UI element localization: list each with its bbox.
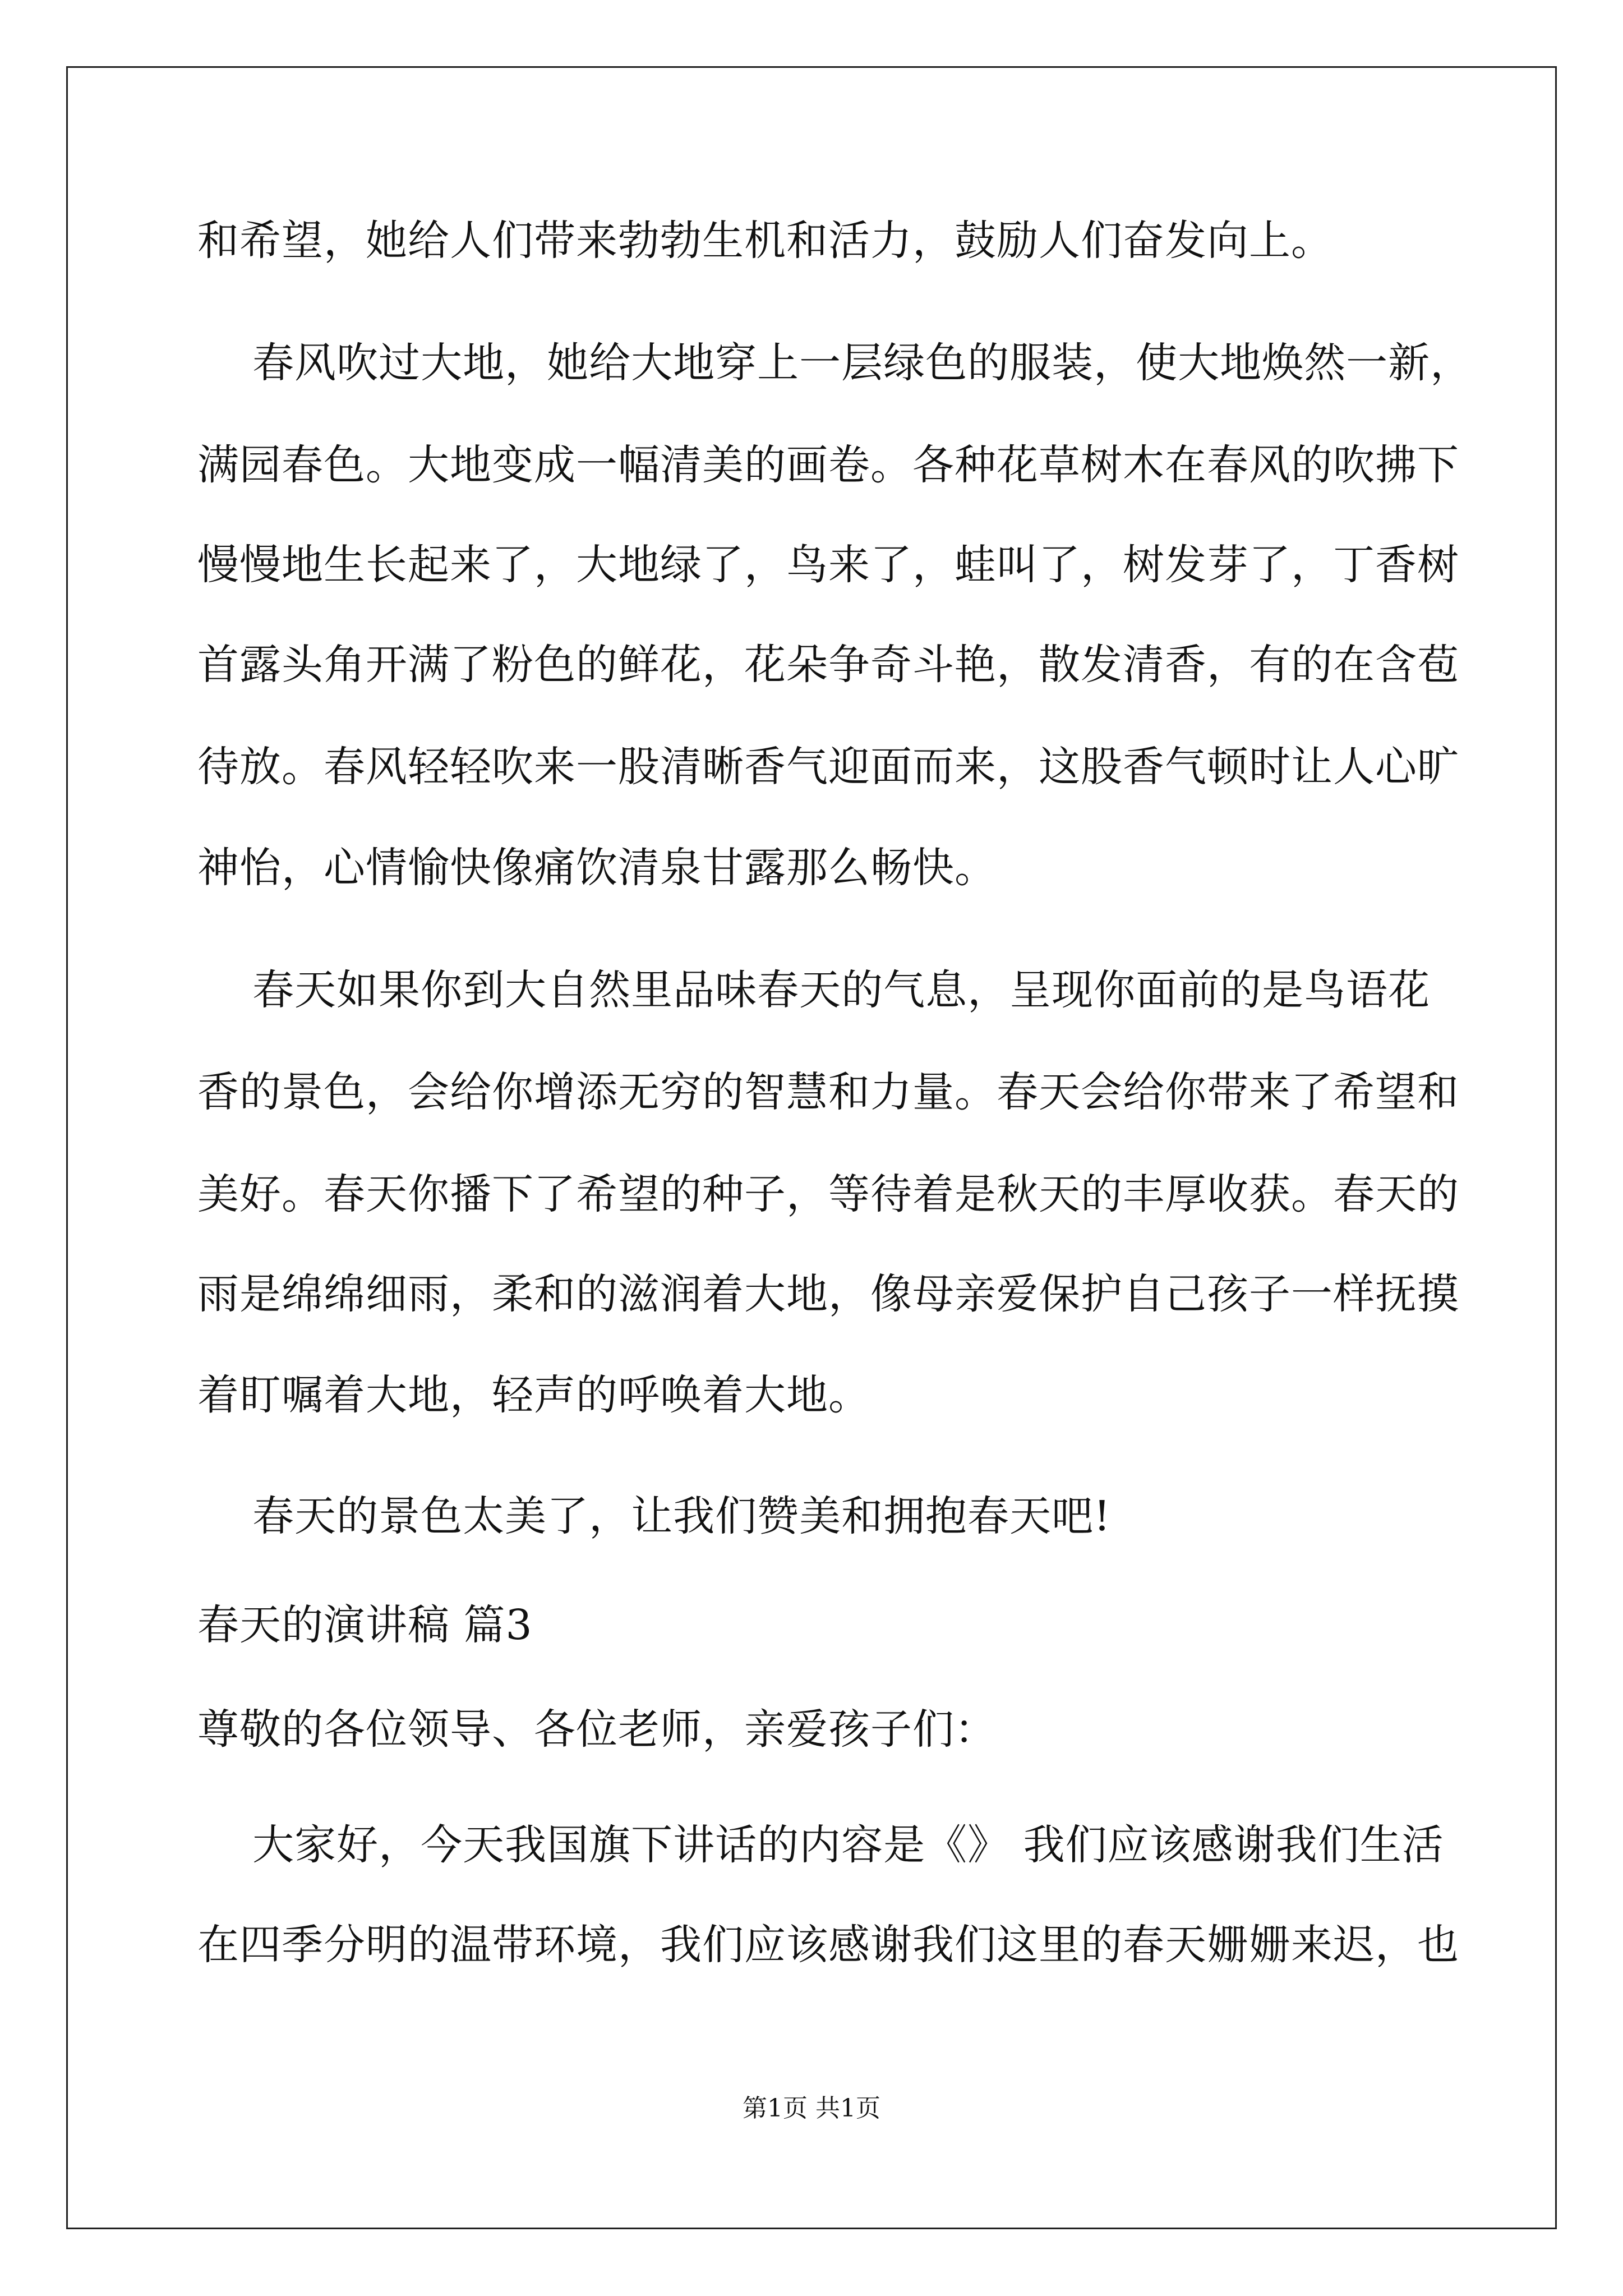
text-line-11: 雨是绵绵细雨，柔和的滋润着大地，像母亲爱保护自己孩子一样抚摸 bbox=[197, 1270, 1459, 1318]
text-line-10: 美好。春天你播下了希望的种子，等待着是秋天的丰厚收获。春天的 bbox=[197, 1170, 1459, 1218]
text-line-13: 春天的景色太美了，让我们赞美和拥抱春天吧! bbox=[197, 1492, 1111, 1540]
text-line-9: 香的景色，会给你增添无穷的智慧和力量。春天会给你带来了希望和 bbox=[197, 1068, 1459, 1116]
text-line-5: 首露头角开满了粉色的鲜花，花朵争奇斗艳，散发清香，有的在含苞 bbox=[197, 641, 1459, 689]
text-line-16: 大家好，今天我国旗下讲话的内容是《》 我们应该感谢我们生活 bbox=[197, 1821, 1444, 1869]
text-line-4: 慢慢地生长起来了，大地绿了，鸟来了，蛙叫了，树发芽了，丁香树 bbox=[197, 541, 1459, 589]
section-heading: 春天的演讲稿 篇3 bbox=[197, 1601, 533, 1649]
text-line-1: 和希望，她给人们带来勃勃生机和活力，鼓励人们奋发向上。 bbox=[197, 217, 1333, 265]
text-line-2: 春风吹过大地，她给大地穿上一层绿色的服装，使大地焕然一新， bbox=[197, 339, 1473, 387]
text-line-8: 春天如果你到大自然里品味春天的气息，呈现你面前的是鸟语花 bbox=[197, 966, 1431, 1014]
text-line-12: 着盯嘱着大地，轻声的呼唤着大地。 bbox=[197, 1371, 870, 1419]
text-line-3: 满园春色。大地变成一幅清美的画卷。各种花草树木在春风的吹拂下 bbox=[197, 441, 1459, 489]
text-line-17: 在四季分明的温带环境，我们应该感谢我们这里的春天姗姗来迟，也 bbox=[197, 1921, 1459, 1969]
text-line-7: 神怡，心情愉快像痛饮清泉甘露那么畅快。 bbox=[197, 844, 997, 892]
page-number: 第1页 共1页 bbox=[743, 2094, 880, 2123]
page-border bbox=[66, 66, 1557, 2229]
salutation-line: 尊敬的各位领导、各位老师，亲爱孩子们： bbox=[197, 1705, 997, 1754]
text-line-6: 待放。春风轻轻吹来一股清晰香气迎面而来，这股香气顿时让人心旷 bbox=[197, 743, 1459, 791]
